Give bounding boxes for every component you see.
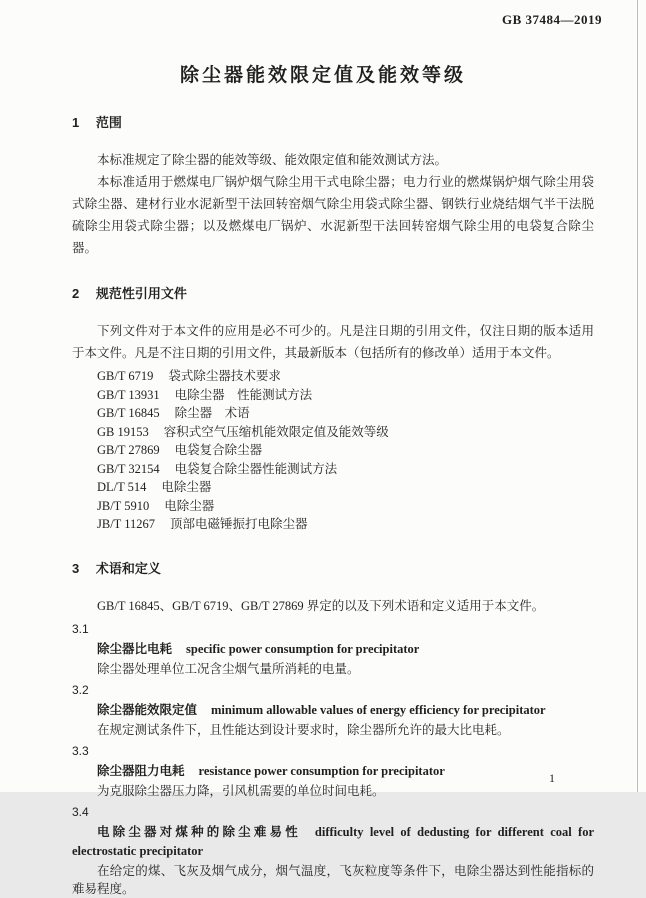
reference-code: JB/T 5910 (97, 498, 150, 513)
scan-edge-line (637, 0, 638, 792)
document-body (72, 115, 594, 898)
term-english: specific power consumption for precipitator (186, 641, 420, 656)
standard-code: GB 37484—2019 (501, 12, 602, 27)
reference-title: 袋式除尘器技术要求 (168, 369, 281, 383)
reference-title: 电除尘器 (164, 498, 215, 513)
section-3-title: 术语和定义 (95, 560, 161, 576)
reference-item (72, 515, 594, 534)
section-1-heading (72, 115, 594, 131)
term-title (72, 762, 594, 781)
term-number: 3.1 (72, 621, 89, 636)
reference-code: GB/T 6719 (97, 369, 154, 383)
term-definition: 为克服除尘器压力降，引风机需要的单位时间电耗。 (97, 783, 385, 798)
reference-code: JB/T 11267 (97, 517, 155, 531)
term-english: difficulty level of dedusting for different coal for electrostatic precipitator (72, 824, 594, 858)
reference-title: 除尘器 术语 (174, 406, 250, 420)
reference-code: GB 19153 (97, 424, 149, 439)
term-definition: 在规定测试条件下，且性能达到设计要求时，除尘器所允许的最大比电耗。 (97, 722, 510, 737)
document-title: 除尘器能效限定值及能效等级 (179, 65, 466, 86)
reference-list (72, 367, 594, 534)
reference-code: GB/T 13931 (97, 387, 160, 402)
term-title (72, 701, 594, 720)
terms-list (72, 621, 594, 898)
section-3-heading (72, 561, 594, 577)
reference-title: 电除尘器 (161, 480, 212, 494)
section-1-number: 1 (72, 115, 80, 130)
reference-item (72, 404, 594, 423)
reference-code: GB/T 27869 (97, 443, 160, 457)
reference-item (72, 478, 594, 497)
section-2-intro: 下列文件对于本文件的应用是必不可少的。凡是注日期的引用文件，仅注日期的版本适用于本文件。凡是不注日期的引用文件，其最新版本（包括所有的修改单）适用于本文件。 (72, 324, 594, 360)
term-title (72, 640, 594, 659)
reference-title: 容积式空气压缩机能效限定值及能效等级 (163, 424, 389, 439)
reference-code: DL/T 514 (97, 480, 147, 494)
term-number: 3.4 (72, 804, 89, 819)
section-2-heading (72, 286, 594, 302)
reference-title: 电除尘器 性能测试方法 (174, 387, 313, 402)
reference-item (72, 441, 594, 460)
term-number: 3.2 (72, 682, 89, 697)
reference-code: GB/T 16845 (97, 406, 160, 420)
section-3-number: 3 (72, 560, 80, 576)
term-number: 3.3 (72, 743, 89, 758)
reference-title: 电袋复合除尘器性能测试方法 (174, 461, 338, 476)
section-1-paragraph: 本标准规定了除尘器的能效等级、能效限定值和能效测试方法。 (97, 153, 448, 167)
term-english: minimum allowable values of energy efficiency for precipitator (211, 702, 546, 717)
page-number: 1 (549, 771, 555, 785)
reference-code: GB/T 32154 (97, 461, 160, 476)
reference-item (72, 423, 594, 442)
reference-title: 顶部电磁锤振打电除尘器 (170, 517, 308, 531)
term-chinese: 除尘器阻力电耗 (97, 763, 185, 778)
term-chinese: 除尘器能效限定值 (97, 702, 198, 717)
section-1-title: 范围 (95, 115, 122, 130)
term-definition: 在给定的煤、飞灰及烟气成分，烟气温度，飞灰粒度等条件下，电除尘器达到性能指标的难易程度。 (72, 863, 594, 896)
section-1-paragraph: 本标准适用于燃煤电厂锅炉烟气除尘用干式电除尘器；电力行业的燃煤锅炉烟气除尘用袋式除尘器、建材行业水泥新型干法回转窑烟气除尘用袋式除尘器、钢铁行业烧结烟气半干法脱硫除尘用袋式除尘器；以及燃煤电厂锅炉、水泥新型干法回转窑烟气除尘用的电袋复合除尘器。 (72, 175, 594, 255)
term-chinese: 电除尘器对煤种的除尘难易性 (97, 824, 301, 839)
term-english: resistance power consumption for precipitator (198, 763, 445, 778)
reference-item (72, 367, 594, 386)
term-chinese: 除尘器比电耗 (97, 641, 173, 656)
section-3-intro: GB/T 16845、GB/T 6719、GB/T 27869 界定的以及下列术语和定义适用于本文件。 (97, 598, 545, 613)
reference-item (72, 386, 594, 405)
reference-item (72, 497, 594, 516)
reference-title: 电袋复合除尘器 (174, 443, 263, 457)
term-definition: 除尘器处理单位工况含尘烟气量所消耗的电量。 (97, 661, 360, 676)
term-title (72, 823, 594, 861)
section-2-number: 2 (72, 286, 80, 301)
section-2-title: 规范性引用文件 (95, 286, 187, 301)
reference-item (72, 460, 594, 479)
